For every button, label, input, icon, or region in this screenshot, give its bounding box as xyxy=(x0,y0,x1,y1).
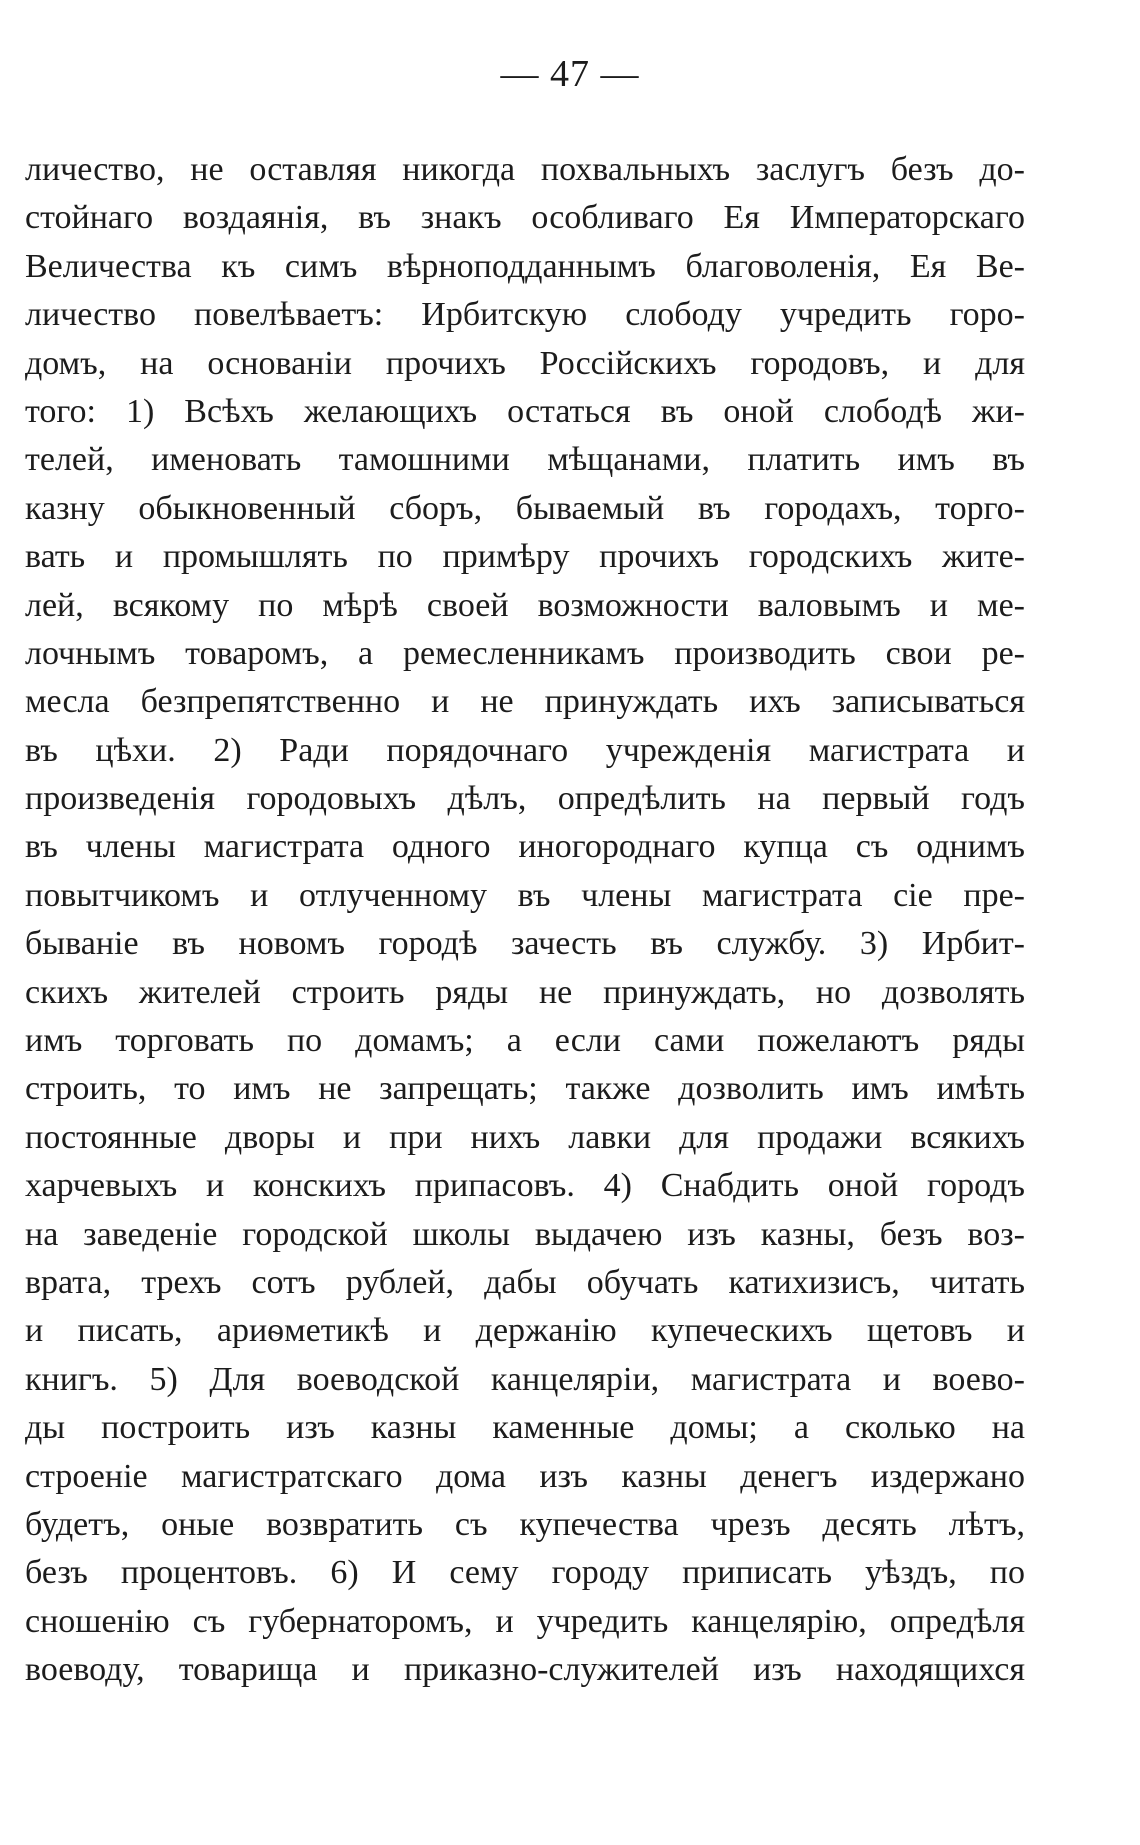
text-line: и писать, ариѳметикѣ и держанію купеческихъ щетовъ и xyxy=(25,1312,1025,1350)
text-line: личество повелѣваетъ: Ирбитскую слободу учредить горо- xyxy=(25,296,1025,334)
text-line: харчевыхъ и конскихъ припасовъ. 4) Снабдить оной городъ xyxy=(25,1167,1025,1205)
text-line: месла безпрепятственно и не принуждать ихъ записываться xyxy=(25,683,1025,721)
text-line: вать и промышлять по примѣру прочихъ городскихъ жите- xyxy=(25,538,1025,576)
text-line: ды построить изъ казны каменные домы; а сколько на xyxy=(25,1409,1025,1447)
text-line: того: 1) Всѣхъ желающихъ остаться въ оной слободѣ жи- xyxy=(25,392,1025,430)
text-line: телей, именовать тамошними мѣщанами, платить имъ въ xyxy=(25,441,1025,479)
text-line: произведенія городовыхъ дѣлъ, опредѣлить на первый годъ xyxy=(25,780,1025,818)
text-line: бываніе въ новомъ городѣ зачесть въ службу. 3) Ирбит- xyxy=(25,925,1025,963)
text-line: скихъ жителей строить ряды не принуждать, но дозволять xyxy=(25,973,1025,1011)
text-line: будетъ, оные возвратить съ купечества чрезъ десять лѣтъ, xyxy=(25,1505,1025,1543)
text-line: на заведеніе городской школы выдачею изъ казны, безъ воз- xyxy=(25,1215,1025,1253)
text-line: воеводу, товарища и приказно-служителей изъ находящихся xyxy=(25,1651,1025,1689)
text-line: строеніе магистратскаго дома изъ казны денегъ издержано xyxy=(25,1457,1025,1495)
text-line: въ цѣхи. 2) Ради порядочнаго учрежденія магистрата и xyxy=(25,731,1025,769)
text-line: имъ торговать по домамъ; а если сами пожелаютъ ряды xyxy=(25,1022,1025,1060)
page-number: — 47 — xyxy=(500,53,640,95)
text-line: сношенію съ губернаторомъ, и учредить канцелярію, опредѣля xyxy=(25,1602,1025,1640)
text-line: лей, всякому по мѣрѣ своей возможности валовымъ и ме- xyxy=(25,586,1025,624)
text-line: безъ процентовъ. 6) И сему городу приписать уѣздъ, по xyxy=(25,1554,1025,1592)
text-line: повытчикомъ и отлученному въ члены магистрата сіе пре- xyxy=(25,876,1025,914)
text-line: личество, не оставляя никогда похвальныхъ заслугъ безъ до- xyxy=(25,151,1025,188)
text-line: постоянные дворы и при нихъ лавки для продажи всякихъ xyxy=(25,1118,1025,1156)
text-line: домъ, на основаніи прочихъ Россійскихъ городовъ, и для xyxy=(25,344,1025,382)
text-line: казну обыкновенный сборъ, бываемый въ городахъ, торго- xyxy=(25,489,1025,527)
text-line: въ члены магистрата одного иногороднаго купца съ однимъ xyxy=(25,828,1025,866)
body-text xyxy=(25,146,1025,1695)
text-line: стойнаго воздаянія, въ знакъ особливаго Ея Императорскаго xyxy=(25,199,1025,237)
text-line: врата, трехъ сотъ рублей, дабы обучать катихизисъ, читать xyxy=(25,1263,1025,1301)
text-line: Величества къ симъ вѣрноподданнымъ благоволенія, Ея Ве- xyxy=(25,247,1025,285)
text-line: строить, то имъ не запрещать; также дозволить имъ имѣть xyxy=(25,1070,1025,1108)
text-line: лочнымъ товаромъ, а ремесленникамъ производить свои ре- xyxy=(25,634,1025,672)
text-line: книгъ. 5) Для воеводской канцеляріи, магистрата и воево- xyxy=(25,1360,1025,1398)
